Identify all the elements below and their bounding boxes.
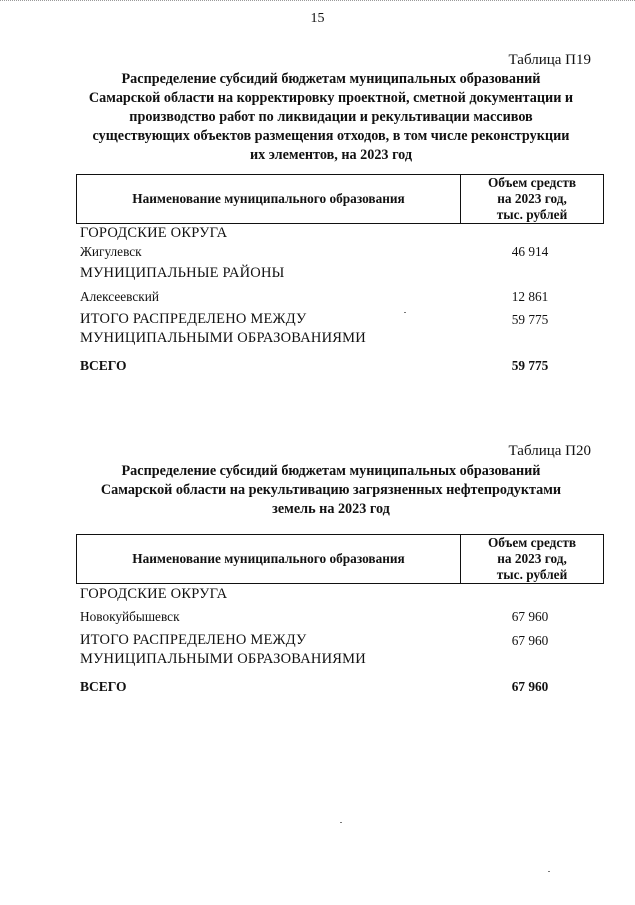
header-value-line: Объем средств — [487, 175, 577, 190]
title-line: Самарской области на рекультивацию загрязненных нефтепродуктами — [100, 482, 562, 498]
row-name-distributed — [80, 631, 440, 669]
scan-speck — [404, 312, 406, 313]
row-value-zhigulevsk: 46 914 — [511, 244, 549, 259]
group-row-urban: ГОРОДСКИЕ ОКРУГА — [80, 225, 228, 241]
row-name-alekseevsky: Алексеевский — [80, 289, 159, 304]
title-line: существующих объектов размещения отходов, в том числе реконструкции — [92, 128, 570, 144]
row-name-distributed — [80, 310, 440, 348]
title-line: их элементов, на 2023 год — [249, 147, 413, 163]
row-name-zhigulevsk: Жигулевск — [80, 244, 142, 259]
scan-speck — [548, 871, 550, 872]
row-value-alekseevsky: 12 861 — [511, 289, 549, 304]
top-border-line — [0, 0, 635, 2]
header-value-line: тыс. рублей — [496, 567, 568, 582]
page-number: 15 — [310, 11, 325, 26]
table-p20-header — [76, 534, 604, 584]
row-value-novokuybyshevsk: 67 960 — [511, 609, 549, 624]
title-line: Распределение субсидий бюджетам муниципальных образований — [121, 463, 541, 479]
distributed-line: МУНИЦИПАЛЬНЫМИ ОБРАЗОВАНИЯМИ — [80, 651, 366, 667]
distributed-line: МУНИЦИПАЛЬНЫМИ ОБРАЗОВАНИЯМИ — [80, 330, 366, 346]
header-value-line: на 2023 год, — [497, 551, 567, 566]
table-p20-label: Таблица П20 — [508, 443, 591, 459]
title-line: Самарской области на корректировку проектной, сметной документации и — [88, 90, 574, 106]
distributed-line: ИТОГО РАСПРЕДЕЛЕНО МЕЖДУ — [80, 632, 307, 648]
header-value-line: тыс. рублей — [496, 207, 568, 222]
row-name-total: ВСЕГО — [80, 358, 127, 373]
scan-speck — [340, 822, 342, 823]
table-p19-label: Таблица П19 — [508, 52, 591, 68]
row-value-total: 59 775 — [511, 358, 549, 373]
row-value-distributed: 67 960 — [511, 633, 549, 648]
column-header-value — [461, 175, 603, 223]
table-p20-title — [70, 462, 592, 519]
distributed-line: ИТОГО РАСПРЕДЕЛЕНО МЕЖДУ — [80, 311, 307, 327]
column-header-value — [461, 535, 603, 583]
title-line: Распределение субсидий бюджетам муниципальных образований — [121, 71, 541, 87]
title-line: производство работ по ликвидации и рекультивации массивов — [129, 109, 533, 125]
header-value-line: на 2023 год, — [497, 191, 567, 206]
column-header-name: Наименование муниципального образования — [77, 535, 461, 583]
column-header-name: Наименование муниципального образования — [77, 175, 461, 223]
table-p19-title — [70, 70, 592, 165]
row-value-total: 67 960 — [511, 679, 549, 694]
group-row-urban: ГОРОДСКИЕ ОКРУГА — [80, 586, 228, 602]
table-p19-header — [76, 174, 604, 224]
header-value-line: Объем средств — [487, 535, 577, 550]
row-name-novokuybyshevsk: Новокуйбышевск — [80, 609, 180, 624]
row-value-distributed: 59 775 — [511, 312, 549, 327]
group-row-districts: МУНИЦИПАЛЬНЫЕ РАЙОНЫ — [80, 265, 285, 281]
row-name-total: ВСЕГО — [80, 679, 127, 694]
title-line: земель на 2023 год — [272, 501, 390, 517]
